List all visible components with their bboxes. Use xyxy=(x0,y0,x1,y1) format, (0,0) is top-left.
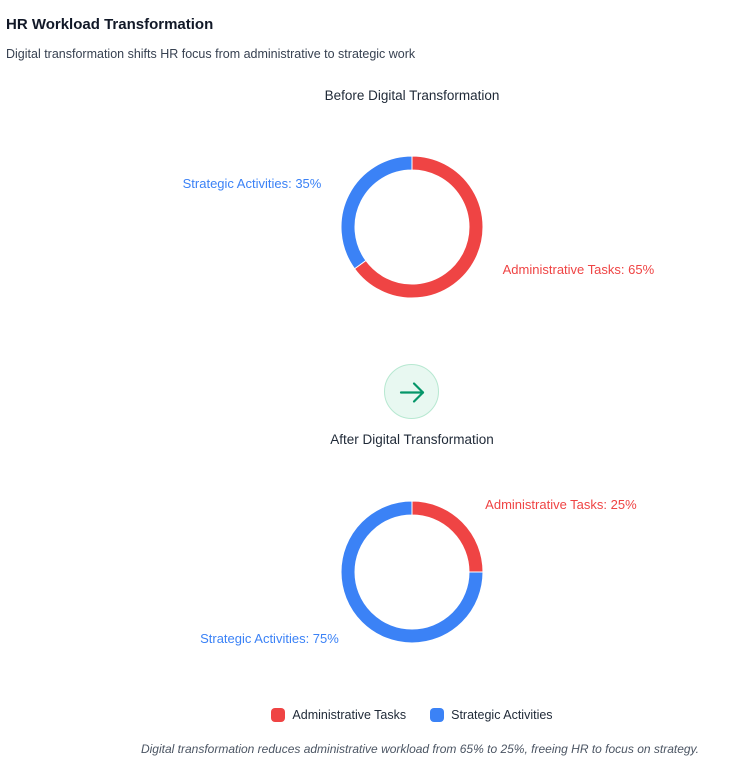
donut-label-administrative-tasks: Administrative Tasks: 65% xyxy=(502,262,655,278)
donut-label-strategic-activities: Strategic Activities: 35% xyxy=(182,175,322,191)
chart-title-after: After Digital Transformation xyxy=(330,432,494,447)
transition-arrow xyxy=(384,364,439,419)
page-subtitle: Digital transformation shifts HR focus from administrative to strategic work xyxy=(6,47,416,61)
legend-swatch-strategic xyxy=(430,708,444,722)
donut-slice-administrative-tasks xyxy=(412,501,483,572)
legend-swatch-administrative xyxy=(271,708,285,722)
donut-label-strategic-activities: Strategic Activities: 75% xyxy=(200,631,339,647)
chart-title-before: Before Digital Transformation xyxy=(324,88,500,103)
donut-slice-strategic-activities xyxy=(341,156,412,269)
footnote: Digital transformation reduces administrative workload from 65% to 25%, freeing HR to focus on strategy. xyxy=(140,742,699,756)
legend xyxy=(0,708,743,722)
donut-chart-before xyxy=(0,120,743,360)
page-title: HR Workload Transformation xyxy=(6,16,214,33)
legend-item-strategic xyxy=(430,708,552,722)
legend-item-administrative xyxy=(271,708,406,722)
legend-label: Strategic Activities xyxy=(451,708,553,722)
donut-label-administrative-tasks: Administrative Tasks: 25% xyxy=(485,496,637,512)
arrow-right-icon xyxy=(385,365,440,420)
legend-label: Administrative Tasks xyxy=(292,708,407,722)
donut-chart-after xyxy=(0,465,743,705)
